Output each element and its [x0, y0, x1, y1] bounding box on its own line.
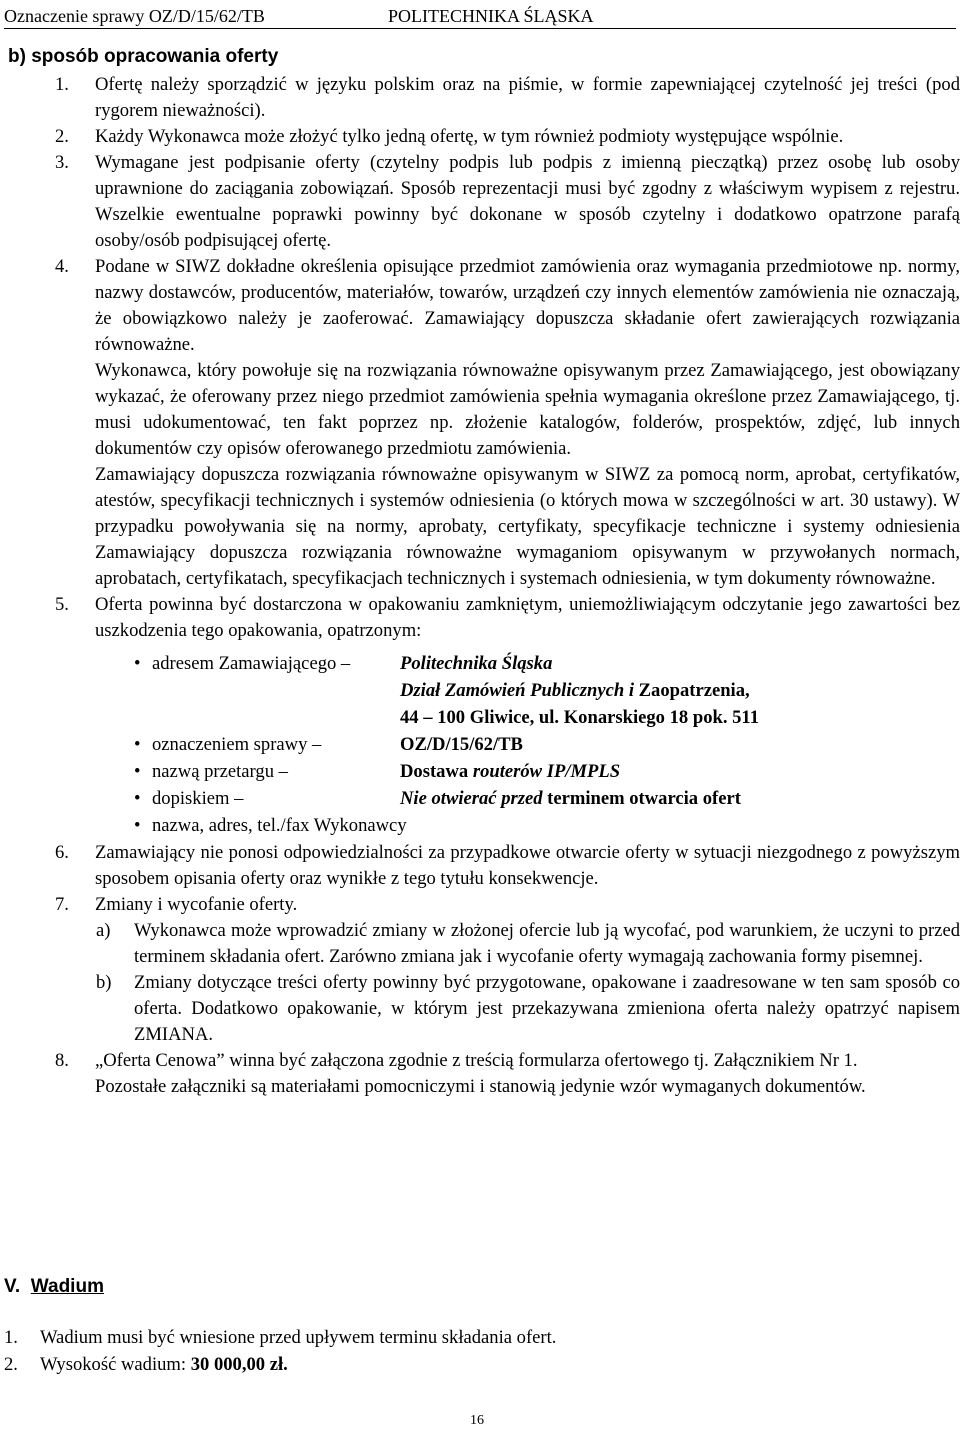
list-item: 2. Każdy Wykonawca może złożyć tylko jedną ofertę, w tym również podmioty występujące wspólnie. — [55, 126, 844, 147]
list-item: 6. Zamawiający nie ponosi odpowiedzialności za przypadkowe otwarcie oferty w sytuacji niezgodnego z powyższym sposobem opisania oferty oraz wynikłe z tego tytułu konsekwencje. — [55, 842, 960, 889]
item-paragraph: Zamawiający dopuszcza rozwiązania równoważne opisywanym w SIWZ za pomocą norm, aprobat, certyfikatów, atestów, specyfikacji technicznych i systemów odniesienia (o których mowa w szczególności w art. 30 ustawy). W przypadku powoływania się na normy, aprobaty, certyfikaty, specyfikacje techniczne i systemy odniesienia Zamawiający dopuszcza rozwiązania równoważne wymaganiom opisywanym w przywołanych normach, aprobatach, certyfikatach, specyfikacjach technicznych i systemach odniesienia, w tym dokumenty równoważne. — [95, 464, 960, 589]
bullet-icon: • — [134, 788, 141, 809]
list-item: 8. „Oferta Cenowa” winna być załączona zgodnie z treścią formularza ofertowego tj. Załącznikiem Nr 1. — [55, 1050, 858, 1071]
sub-item: b) Zmiany dotyczące treści oferty powinny być przygotowane, opakowane i zaadresowane w ten sam sposób co oferta. Dodatkowo opakowanie, w którym jest przekazywana zmieniona oferta należy opatrzyć napisem ZMIANA. — [96, 972, 960, 1045]
item-text: Zmiany i wycofanie oferty. — [95, 894, 298, 915]
list-item: 4. Podane w SIWZ dokładne określenia opisujące przedmiot zamówienia oraz wymagania przedmiotowe np. normy, nazwy dostawców, producentów, materiałów, towarów, urządzeń czy innych elementów zamówienia nie oznaczają, że obowiązkowo należy je zaoferować. Zamawiający dopuszcza składanie ofert zawierających rozwiązania równoważne. — [55, 256, 960, 355]
bullet-address: • adresem Zamawiającego – Politechnika Śląska — [0, 651, 960, 678]
list-item: 1. Ofertę należy sporządzić w języku polskim oraz na piśmie, w formie zapewniającej czytelność jej treści (pod rygorem nieważności). — [55, 74, 960, 121]
list-item: 7. Zmiany i wycofanie oferty. — [55, 894, 298, 915]
bullet-contractor: • nazwa, adres, tel./fax Wykonawcy — [0, 813, 960, 840]
bullet-icon: • — [134, 653, 141, 674]
bullet-icon: • — [134, 815, 141, 836]
bullet-annotation: • dopiskiem – Nie otwierać przed terminem otwarcia ofert — [0, 786, 960, 813]
item-text: Wymagane jest podpisanie oferty (czytelny podpis lub podpis z imienną pieczątką) przez osobę lub osoby uprawnione do zaciągania zobowiązań. Sposób reprezentacji musi być zgodny z właściwym wypisem z rejestru. Wszelkie ewentualne poprawki powinny być dokonane w sposób czytelny i dodatkowo opatrzone parafą osoby/osób podpisującej ofertę. — [95, 152, 960, 251]
header-case-number: Oznaczenie sprawy OZ/D/15/62/TB — [4, 6, 265, 26]
section-b-title: b) sposób opracowania oferty — [8, 46, 279, 67]
bullet-icon: • — [134, 734, 141, 755]
list-item: 5. Oferta powinna być dostarczona w opakowaniu zamkniętym, uniemożliwiającym odczytanie jego zawartości bez uszkodzenia tego opakowania, opatrzonym: — [55, 594, 960, 641]
section-v-title: Wadium — [30, 1276, 104, 1297]
wadium-item-2: 2. Wysokość wadium: 30 000,00 zł. — [4, 1354, 288, 1375]
item-text: Zamawiający nie ponosi odpowiedzialności za przypadkowe otwarcie oferty w sytuacji niezgodnego z powyższym sposobem opisania oferty oraz wynikłe z tego tytułu konsekwencje. — [95, 842, 960, 889]
item-text: Podane w SIWZ dokładne określenia opisujące przedmiot zamówienia oraz wymagania przedmiotowe np. normy, nazwy dostawców, producentów, materiałów, towarów, urządzeń czy innych elementów zamówienia nie oznaczają, że obowiązkowo należy je zaoferować. Zamawiający dopuszcza składanie ofert zawierających rozwiązania równoważne. — [95, 256, 960, 355]
bullet-case-mark: • oznaczeniem sprawy – OZ/D/15/62/TB — [0, 732, 960, 759]
page-number: 16 — [470, 1413, 484, 1428]
wadium-item-1: 1. Wadium musi być wniesione przed upływem terminu składania ofert. — [4, 1327, 557, 1348]
page-header — [4, 6, 956, 29]
bullet-icon: • — [134, 761, 141, 782]
item-text: „Oferta Cenowa” winna być załączona zgodnie z treścią formularza ofertowego tj. Załącznikiem Nr 1. — [95, 1050, 858, 1071]
item-text: Oferta powinna być dostarczona w opakowaniu zamkniętym, uniemożliwiającym odczytanie jego zawartości bez uszkodzenia tego opakowania, opatrzonym: — [95, 594, 960, 641]
list-item: 3. Wymagane jest podpisanie oferty (czytelny podpis lub podpis z imienną pieczątką) przez osobę lub osoby uprawnione do zaciągania zobowiązań. Sposób reprezentacji musi być zgodny z właściwym wypisem z rejestru. Wszelkie ewentualne poprawki powinny być dokonane w sposób czytelny i dodatkowo opatrzone parafą osoby/osób podpisującej ofertę. — [55, 152, 960, 251]
sub-item: a) Wykonawca może wprowadzić zmiany w złożonej ofercie lub ją wycofać, pod warunkiem, że uczyni to przed terminem składania ofert. Zarówno zmiana jak i wycofanie oferty wymagają zachowania formy pisemnej. — [96, 920, 960, 967]
offer-preparation-list: 1. Ofertę należy sporządzić w języku polskim oraz na piśmie, w formie zapewniającej czytelność jej treści (pod rygorem nieważności). 2. Każdy Wykonawca może złożyć tylko jedną ofertę, w tym również podmioty występujące wspólnie. 3. Wymagane jest podpisanie oferty (czytelny podpis lub podpis z imienną pieczątką) przez osobę lub osoby uprawnione do zaciągania zobowiązań. Sposób reprezentacji musi być zgodny z właściwym wypisem z rejestru. Wszelkie ewentualne poprawki powinny być dokonane w sposób czytelny i dodatkowo opatrzone parafą osoby/osób podpisującej ofertę. 4. Podane w SIWZ dokładne określenia opisujące przedmiot zamówienia oraz wymagania przedmiotowe np. normy, nazwy dostawców, producentów, materiałów, towarów, urządzeń czy innych elementów zamówienia nie oznaczają, że obowiązkowo należy je zaoferować. Zamawiający dopuszcza składanie ofert zawierających rozwiązania równoważne. Wykonawca, który powołuje się na rozwiązania równoważne opisywanym przez Zamawiającego, jest obowiązany wykazać, że oferowany przez niego przedmiot zamówienia spełnia wymagania określone przez Zamawiającego, tj. musi udokumentować, ten fakt poprzez np. złożenie katalogów, folderów, prospektów, zdjęć, lub innych dokumentów czy opisów oferowanego przedmiotu zamówienia. Zamawiający dopuszcza rozwiązania równoważne opisywanym w SIWZ za pomocą norm, aprobat, certyfikatów, atestów, specyfikacji technicznych i systemów odniesienia (o których mowa w szczególności w art. 30 ustawy). W przypadku powoływania się na normy, aprobaty, certyfikaty, specyfikacje techniczne i systemy odniesienia Zamawiający dopuszcza rozwiązania równoważne wymaganiom opisywanym w przywołanych normach, aprobatach, certyfikatach, specyfikacjach technicznych i systemach odniesienia, w tym dokumenty równoważne. 5. Oferta powinna być dostarczona w opakowaniu zamkniętym, uniemożliwiającym odczytanie jego zawartości bez uszkodzenia tego opakowania, opatrzonym: • adresem Zamawiającego – Politechnika Śląska Dział Zamówień Publicznych i Zaopatrzenia, 44 – 100 Gliwice, ul. Konarskiego 18 pok. 511 • oznaczeniem sprawy – OZ/D/15/62/TB • nazwą przetargu – Dostawa routerów IP/MPLS • dopiskiem – Nie otwierać przed terminem otwarcia ofert • nazwa, adres, tel./fax Wykonawcy 6. Zamawiający nie ponosi odpowiedzialności za przypadkowe otwarcie oferty w sytuacji niezgodnego z powyższym sposobem opisania oferty oraz wynikłe z tego tytułu konsekwencje. 7. Zmiany i wycofanie oferty. a) Wykonawca może wprowadzić zmiany w złożonej ofercie lub ją wycofać, pod warunkiem, że uczyni to przed terminem składania ofert. Zarówno zmiana jak i wycofanie oferty wymagają zachowania formy pisemnej. b) Zmiany dotyczące treści oferty powinny być przygotowane, opakowane i zaadresowane w ten sam sposób co oferta. Dodatkowo opakowanie, w którym jest przekazywana zmieniona oferta należy opatrzyć napisem ZMIANA. 8. „Oferta Cenowa” winna być załączona zgodnie z treścią formularza ofertowego tj. Załącznikiem Nr 1. Pozostałe załączniki są materiałami pomocniczymi i stanowią jedynie wzór wymaganych dokumentów. — [0, 72, 960, 1100]
item-paragraph: Wykonawca, który powołuje się na rozwiązania równoważne opisywanym przez Zamawiającego, jest obowiązany wykazać, że oferowany przez niego przedmiot zamówienia spełnia wymagania określone przez Zamawiającego, tj. musi udokumentować, ten fakt poprzez np. złożenie katalogów, folderów, prospektów, zdjęć, lub innych dokumentów czy opisów oferowanego przedmiotu zamówienia. — [95, 360, 960, 459]
header-institution: POLITECHNIKA ŚLĄSKA — [388, 6, 594, 26]
section-v-heading: V. Wadium — [4, 1276, 104, 1297]
wadium-amount: 30 000,00 zł. — [190, 1354, 288, 1375]
item-text: Każdy Wykonawca może złożyć tylko jedną ofertę, w tym również podmioty występujące wspólnie. — [95, 126, 844, 147]
bullet-tender-name: • nazwą przetargu – Dostawa routerów IP/MPLS — [0, 759, 960, 786]
item-text: Ofertę należy sporządzić w języku polskim oraz na piśmie, w formie zapewniającej czytelność jej treści (pod rygorem nieważności). — [95, 74, 960, 121]
item-paragraph: Pozostałe załączniki są materiałami pomocniczymi i stanowią jedynie wzór wymaganych dokumentów. — [95, 1076, 866, 1097]
